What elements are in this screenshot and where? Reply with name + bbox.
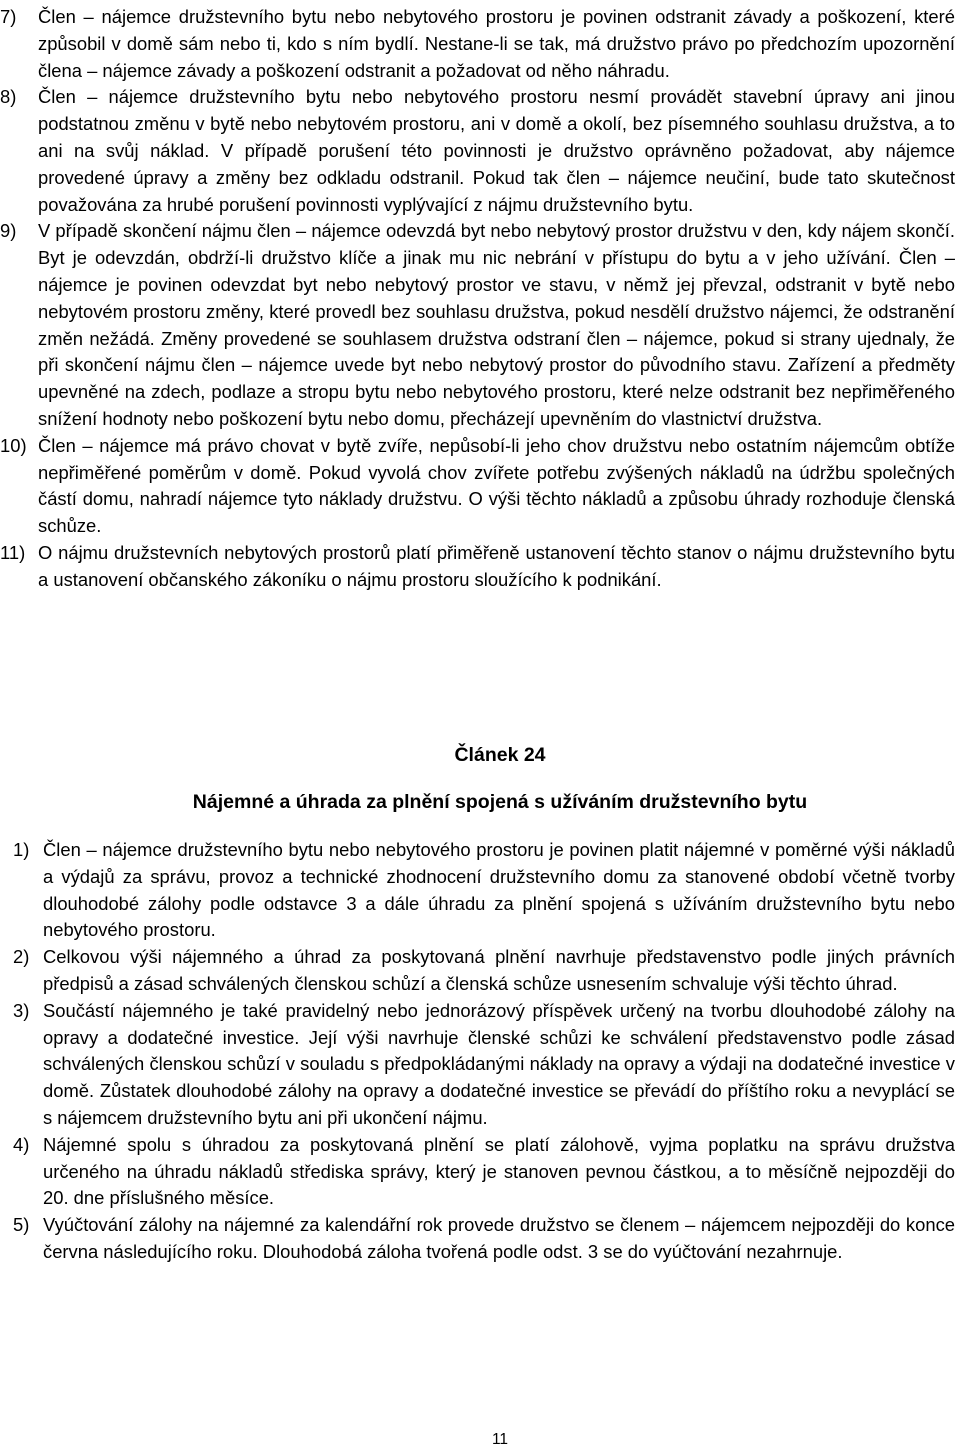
item-text: Člen – nájemce družstevního bytu nebo nebytového prostoru nesmí provádět stavební úpravy ani jinou podstatnou změnu v bytě nebo nebytovém prostoru, ani v domě a okolí, bez písemného souhlasu družstva, a to ani na svůj náklad. V případě porušení této povinnosti je družstvo oprávněno požadovat, aby nájemce provedené úpravy a změny bez odkladu odstranil. Pokud tak člen – nájemce neučiní, bude tato skutečnost považována za hrubé porušení povinnosti vyplývající z nájmu družstevního bytu. <box>38 86 955 215</box>
item-number: 8) <box>0 86 17 108</box>
item-text: V případě skončení nájmu člen – nájemce odevzdá byt nebo nebytový prostor družstvu v den, kdy nájem skončí. Byt je odevzdán, obdrží-li družstvo klíče a jinak mu nic nebrání v přístupu do bytu a v jeho užívání. Člen – nájemce je povinen odevzdat byt nebo nebytový prostor ve stavu, v němž jej převzal, odstranit v bytě nebo nebytovém prostoru změny, které provedl bez souhlasu družstva, pokud nesdělí družstvo nájemci, že odstranění změn nežádá. Změny provedené se souhlasem družstva odstraní člen – nájemce, pokud si strany ujednaly, že při skončení nájmu člen – nájemce uvede byt nebo nebytový prostor do původního stavu. Zařízení a předměty upevněné na zdech, podlaze a stropu bytu nebo nebytového prostoru, které nelze odstranit bez nepřiměřeného snížení hodnoty nebo poškození bytu nebo domu, přecházejí upevněním do vlastnictví družstva. <box>38 220 955 429</box>
item-text: Člen – nájemce má právo chovat v bytě zvíře, nepůsobí-li jeho chov družstvu nebo ostatním nájemcům obtíže nepřiměřené poměrům v domě. Pokud vyvolá chov zvířete potřebu zvýšených nákladů na údržbu společných částí domu, nahradí nájemce tyto náklady družstvu. O výši těchto nákladů a způsobu úhrady rozhoduje členská schůze. <box>38 434 955 537</box>
item-number: 7) <box>0 6 17 27</box>
list-item <box>0 1132 955 1212</box>
item-number: 2) <box>13 946 30 968</box>
item-number: 4) <box>13 1133 30 1155</box>
list-item <box>0 1212 955 1266</box>
article-title: Nájemné a úhrada za plnění spojená s užíváním družstevního bytu <box>192 791 808 813</box>
item-number: 11) <box>0 541 26 563</box>
item-number: 3) <box>13 999 30 1021</box>
item-text: Celkovou výši nájemného a úhrad za poskytovaná plnění navrhuje představenstvo podle jiných právních předpisů a zásad schválených členskou schůzí a členská schůze usnesením schvaluje výši těchto úhrad. <box>43 946 955 994</box>
list-item <box>0 540 955 594</box>
item-text: Součástí nájemného je také pravidelný nebo jednorázový příspěvek určený na tvorbu dlouhodobé zálohy na opravy a dodatečné investice. Její výši navrhuje členské schůzi ke schválení představenstvo podle zásad schválených členskou schůzí v souladu s předpokládanými náklady na opravy a výdaji na dodatečné investice v domě. Zůstatek dlouhodobé zálohy na opravy a dodatečné investice se převádí do příštího roku a nevyplácí se s nájemcem družstevního bytu ani při ukončení nájmu. <box>43 999 955 1128</box>
list-item <box>0 998 955 1132</box>
list-item <box>0 4 955 84</box>
item-text: Člen – nájemce družstevního bytu nebo nebytového prostoru je povinen odstranit závady a poškození, které způsobil v domě sám nebo ti, kdo s ním bydlí. Nestane-li se tak, má družstvo právo po předchozím upozornění člena – nájemce závady a poškození odstranit a požadovat od něho náhradu. <box>38 6 955 81</box>
item-number: 9) <box>0 220 17 242</box>
section-b-list <box>0 837 955 1266</box>
section-a-list <box>0 4 955 594</box>
item-text: Nájemné spolu s úhradou za poskytovaná plnění se platí zálohově, vyjma poplatku na správu družstva určeného na úhradu nákladů střediska správy, který je stanoven pevnou částkou, a to měsíčně nejpozději do 20. dne příslušného měsíce. <box>43 1133 955 1209</box>
article-number: Článek 24 <box>454 744 546 766</box>
item-text: O nájmu družstevních nebytových prostorů platí přiměřeně ustanovení těchto stanov o nájmu družstevního bytu a ustanovení občanského zákoníku o nájmu prostoru sloužícího k podnikání. <box>38 541 955 590</box>
item-number: 5) <box>13 1214 30 1236</box>
list-item <box>0 433 955 540</box>
list-item <box>0 84 955 218</box>
list-item <box>0 837 955 944</box>
item-text: Vyúčtování zálohy na nájemné za kalendářní rok provede družstvo se členem – nájemcem nejpozději do konce června následujícího roku. Dlouhodobá záloha tvořená podle odst. 3 se do vyúčtování nezahrnuje. <box>43 1214 955 1262</box>
list-item <box>0 944 955 998</box>
item-text: Člen – nájemce družstevního bytu nebo nebytového prostoru je povinen platit nájemné v poměrné výši nákladů a výdajů za správu, provoz a technické zhodnocení družstevního domu za stanovené období včetně tvorby dlouhodobé zálohy podle odstavce 3 a dále úhradu za plnění spojená s užíváním družstevního bytu nebo nebytového prostoru. <box>43 839 955 941</box>
list-item <box>0 218 955 432</box>
item-number: 10) <box>0 434 27 456</box>
item-number: 1) <box>13 839 30 860</box>
page-number: 11 <box>491 1431 509 1448</box>
